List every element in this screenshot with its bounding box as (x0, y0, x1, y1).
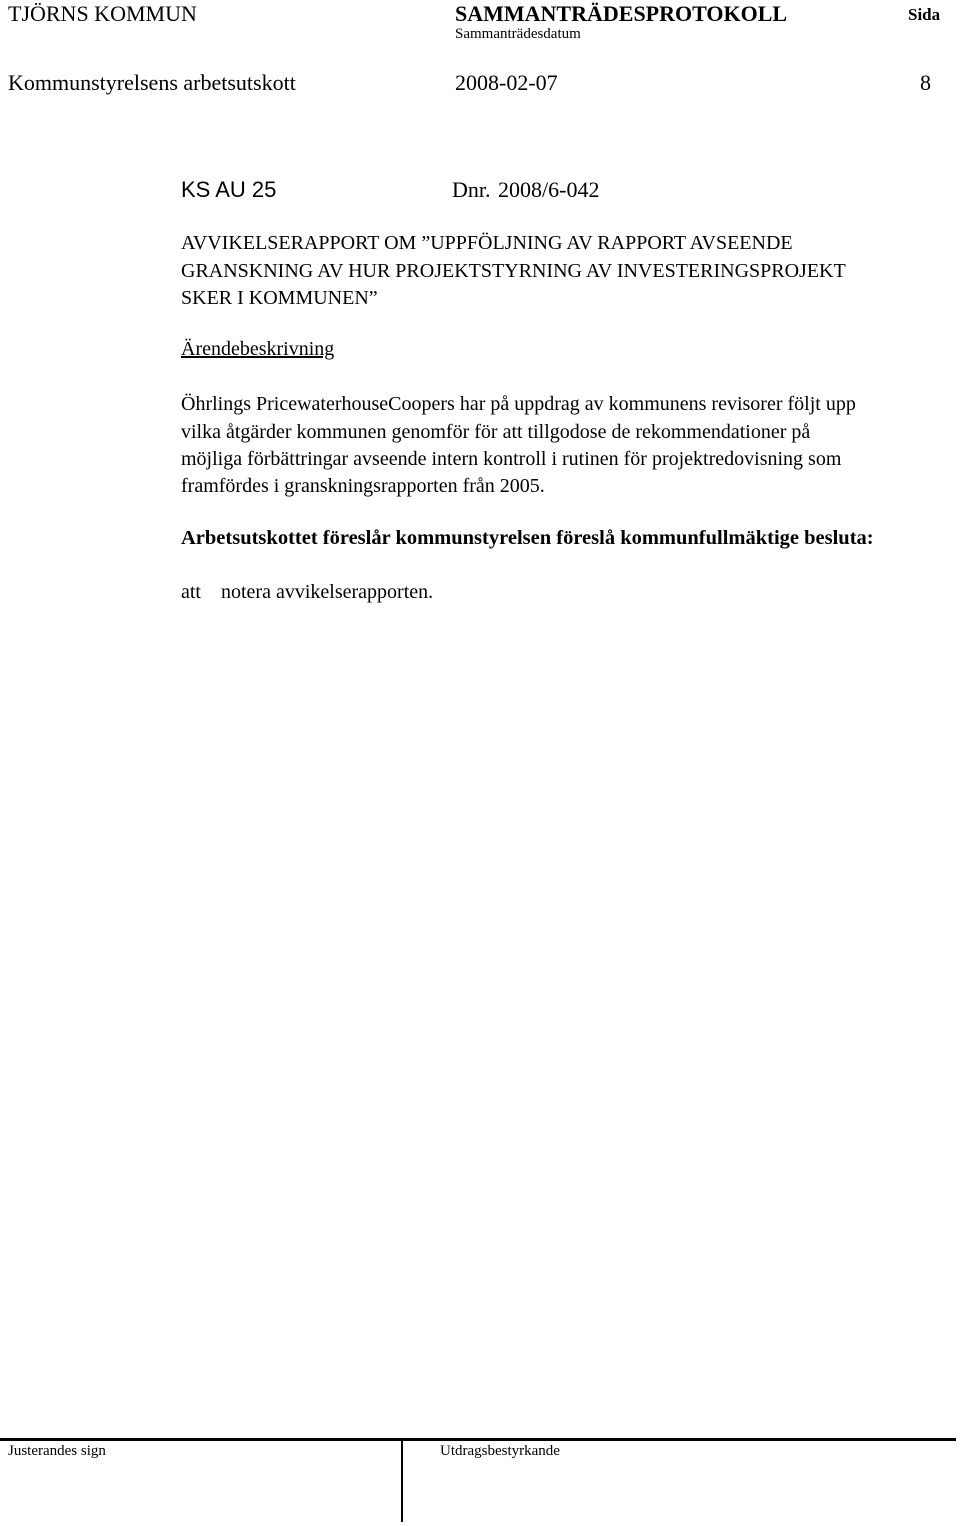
description-line: möjliga förbättringar avseende intern kontroll i rutinen för projektredovisning som (181, 448, 842, 470)
item-title-line: GRANSKNING AV HUR PROJEKTSTYRNING AV INVESTERINGSPROJEKT (181, 260, 846, 282)
decision-text: notera avvikelserapporten. (221, 581, 434, 603)
decision-heading: Arbetsutskottet föreslår kommunstyrelsen föreslå kommunfullmäktige besluta: (181, 527, 874, 549)
description-line: Öhrlings PricewaterhouseCoopers har på uppdrag av kommunens revisorer följt upp (181, 393, 856, 415)
description-line: vilka åtgärder kommunen genomför för att tillgodose de rekommendationer på (181, 421, 811, 443)
meeting-date-label: Sammanträdesdatum (455, 26, 581, 42)
meeting-date: 2008-02-07 (455, 70, 558, 95)
item-title-line: AVVIKELSERAPPORT OM ”UPPFÖLJNING AV RAPPORT AVSEENDE (181, 232, 793, 254)
item-title-line: SKER I KOMMUNEN” (181, 287, 378, 309)
document-type: SAMMANTRÄDESPROTOKOLL (455, 1, 788, 26)
adjuster-signature-label: Justerandes sign (8, 1443, 106, 1459)
decision-att-word: att (181, 581, 201, 603)
description-heading: Ärendebeskrivning (181, 338, 335, 360)
page-number: 8 (920, 70, 931, 95)
page-label: Sida (908, 5, 941, 24)
description-line: framfördes i granskningsrapporten från 2005. (181, 475, 545, 497)
dnr-label: Dnr. (452, 177, 491, 202)
committee-name: Kommunstyrelsens arbetsutskott (8, 70, 296, 95)
dnr-value: 2008/6-042 (498, 177, 600, 202)
extract-certification-label: Utdragsbestyrkande (440, 1443, 560, 1459)
footer-rule (0, 1438, 956, 1441)
organization-name: TJÖRNS KOMMUN (8, 1, 197, 26)
footer-divider (401, 1440, 403, 1522)
item-code: KS AU 25 (181, 177, 277, 202)
